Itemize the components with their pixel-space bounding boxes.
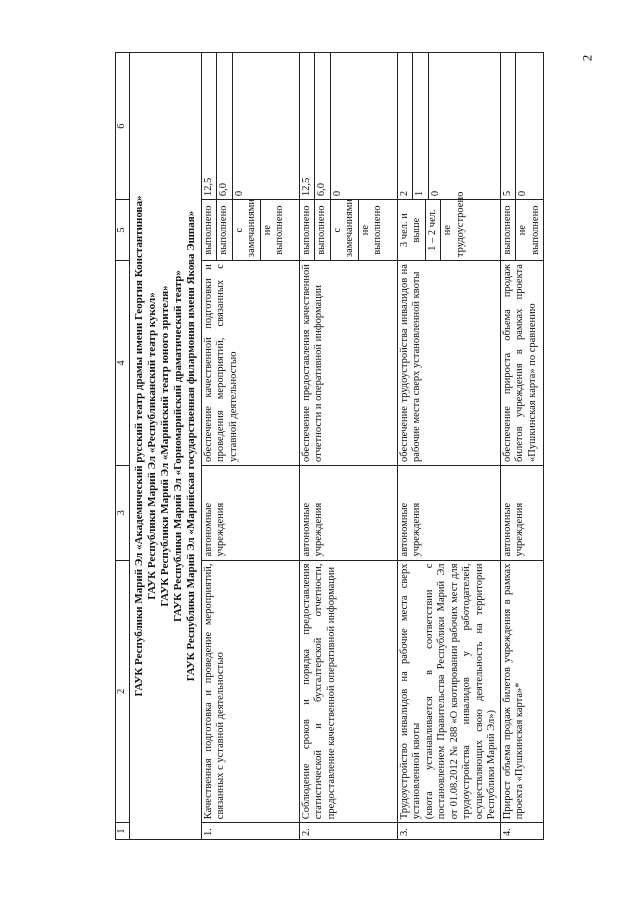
scores-cell [299, 53, 397, 200]
type-cell: автономные учреждения [299, 465, 397, 560]
criteria-cell: обеспечение прироста объема продаж билетов учреждения в рамках проекта «Пушкинская карта» по сравнению [500, 261, 544, 466]
table-row [201, 53, 299, 840]
header-col-5: 5 [116, 200, 130, 261]
institution-line: ГАУК Республики Марий Эл «Республиканский театр кукол» [145, 292, 158, 600]
score-item: 12,5 [300, 177, 312, 197]
score-item: 1 [412, 53, 428, 199]
header-row [116, 53, 130, 840]
institution-line: ГАУК Республики Марий Эл «Марийская государственная филармония имени Якова Эшпая» [184, 210, 197, 682]
score-item: 0 [232, 53, 248, 199]
results-cell [500, 200, 544, 261]
result-item: 1 – 2 чел. [425, 200, 441, 260]
result-item: 3 чел. и выше [398, 213, 422, 248]
results-cell [299, 200, 397, 261]
row-number: 2. [299, 823, 397, 840]
criteria-table [115, 52, 544, 840]
row-number: 1. [201, 823, 299, 840]
type-cell: автономные учреждения [201, 465, 299, 560]
indicator-cell: Прирост объема продаж билетов учреждения в рамках проекта «Пушкинская карта»* [500, 560, 544, 823]
score-item: 2 [398, 190, 410, 197]
result-item: выполнено [300, 205, 312, 255]
result-item: выполнено [216, 200, 232, 260]
result-item: не выполнено [358, 200, 386, 260]
institutions-banner [129, 53, 201, 840]
table-row [299, 53, 397, 840]
header-col-1: 1 [116, 823, 130, 840]
institution-line: ГАУК Республики Марий Эл «Марийский театр юного зрителя» [158, 285, 171, 607]
type-cell: автономные учреждения [397, 465, 500, 560]
result-item: выполнено [202, 205, 214, 255]
result-item: не выполнено [515, 200, 543, 260]
scores-cell [201, 53, 299, 200]
score-item: 0 [428, 53, 444, 199]
score-item: 6,0 [216, 53, 232, 199]
results-cell [397, 191, 500, 261]
indicator-cell: Качественная подготовка и проведение мероприятий, связанных с уставной деятельностью [201, 560, 299, 823]
score-item: 12,5 [202, 177, 214, 197]
header-col-6: 6 [116, 53, 130, 200]
result-item: с замечаниями [330, 200, 358, 260]
criteria-cell: обеспечение качественной подготовки и проведения мероприятий, связанных с уставной деятельностью [201, 261, 299, 466]
header-col-3: 3 [116, 465, 130, 560]
institutions-banner-row [129, 53, 201, 840]
header-col-4: 4 [116, 261, 130, 466]
score-item: 0 [515, 53, 531, 199]
indicator-note: (квота устанавливается в соответствии с постановлением Правительства Республики Марий Эл от 01.08.2012 № 288 «О квотировании рабочих мест для трудоустройства инвалидов у работодателей, осуществляющих свою деятельность на территории Республики Марий Эл») [423, 563, 497, 820]
table-row [500, 53, 544, 840]
results-cell [201, 200, 299, 261]
row-number: 3. [397, 823, 500, 840]
criteria-cell: обеспечение предоставления качественной отчетности и оперативной информации [299, 261, 397, 466]
scores-cell [397, 53, 500, 200]
header-col-2: 2 [116, 560, 130, 823]
score-item: 0 [330, 53, 346, 199]
criteria-cell: обеспечение трудоустройства инвалидов на рабочие места сверх установленной квоты [397, 261, 500, 466]
indicator-text: Трудоустройство инвалидов на рабочие места сверх установленной квоты [398, 563, 422, 820]
row-number: 4. [500, 823, 544, 840]
result-item: выполнено [501, 205, 513, 255]
result-item: не трудоустроено [440, 200, 468, 260]
type-cell: автономные учреждения [500, 465, 544, 560]
page-number: 2 [579, 54, 595, 62]
result-item: с замечаниями [232, 200, 260, 260]
table-row [397, 53, 500, 840]
indicator-cell [397, 560, 500, 823]
rotated-table-stage [115, 52, 633, 840]
score-item: 5 [501, 190, 513, 197]
institution-line: ГАУК Республики Марий Эл «Горномарийский драматический театр» [171, 270, 184, 622]
score-item: 6,0 [314, 53, 330, 199]
institution-line: ГАУК Республики Марий Эл «Академический русский театр драмы имени Георгия Константинова» [132, 195, 145, 697]
scores-cell [500, 53, 544, 200]
result-item: не выполнено [260, 200, 288, 260]
indicator-cell: Соблюдение сроков и порядка предоставления статистической и бухгалтерской отчетности, предоставление качественной оперативной информации [299, 560, 397, 823]
result-item: выполнено [314, 200, 330, 260]
